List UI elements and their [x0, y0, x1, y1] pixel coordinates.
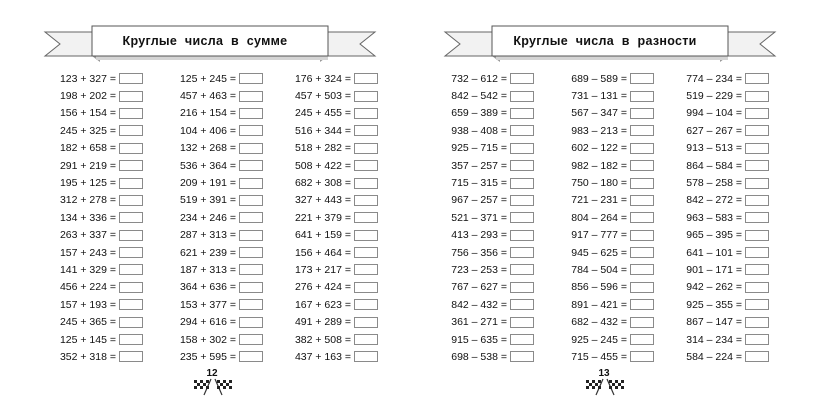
- exercise-row: [534, 313, 654, 330]
- equation-text: 913 – 513 =: [686, 142, 742, 155]
- equation-text: 209 + 191 =: [179, 177, 236, 190]
- exercise-row: [23, 261, 143, 278]
- equation-text: 158 + 302 =: [179, 333, 236, 346]
- exercise-row: [258, 87, 378, 104]
- answer-box[interactable]: [745, 195, 769, 206]
- equation-text: 382 + 508 =: [294, 333, 351, 346]
- exercise-row: [143, 140, 263, 157]
- exercise-row: [534, 279, 654, 296]
- exercise-row: [258, 296, 378, 313]
- exercise-row: [23, 70, 143, 87]
- equation-text: 187 + 313 =: [179, 263, 236, 276]
- equation-text: 723 – 253 =: [451, 263, 507, 276]
- equation-text: 731 – 131 =: [571, 90, 627, 103]
- exercise-row: [534, 261, 654, 278]
- title-ribbon: [410, 22, 820, 66]
- exercise-row: [534, 122, 654, 139]
- exercise-row: [414, 227, 534, 244]
- exercise-row: [258, 157, 378, 174]
- exercise-row: [534, 192, 654, 209]
- exercise-row: [649, 331, 769, 348]
- exercise-row: [143, 331, 263, 348]
- equation-text: 413 – 293 =: [451, 229, 507, 242]
- exercise-row: [143, 313, 263, 330]
- answer-box[interactable]: [510, 125, 534, 136]
- answer-box[interactable]: [745, 212, 769, 223]
- exercise-row: [649, 140, 769, 157]
- equation-text: 750 – 180 =: [571, 177, 627, 190]
- equation-text: 925 – 355 =: [686, 298, 742, 311]
- exercise-row: [534, 157, 654, 174]
- equation-text: 732 – 612 =: [451, 72, 507, 85]
- exercise-row: [143, 174, 263, 191]
- exercise-row: [143, 122, 263, 139]
- exercise-row: [23, 209, 143, 226]
- exercise-row: [143, 157, 263, 174]
- exercise-row: [143, 87, 263, 104]
- exercise-row: [414, 279, 534, 296]
- exercise-row: [23, 279, 143, 296]
- exercise-row: [258, 70, 378, 87]
- equation-text: 756 – 356 =: [451, 246, 507, 259]
- exercise-row: [258, 279, 378, 296]
- exercise-row: [414, 296, 534, 313]
- answer-box[interactable]: [354, 73, 378, 84]
- answer-box[interactable]: [745, 178, 769, 189]
- answer-box[interactable]: [119, 230, 143, 241]
- answer-box[interactable]: [119, 160, 143, 171]
- column-3: [258, 70, 378, 366]
- equation-text: 198 + 202 =: [59, 90, 116, 103]
- equation-text: 516 + 344 =: [294, 124, 351, 137]
- equation-text: 518 + 282 =: [294, 142, 351, 155]
- equation-text: 167 + 623 =: [294, 298, 351, 311]
- checkered-flags-icon: [192, 376, 234, 396]
- answer-box[interactable]: [354, 108, 378, 119]
- answer-box[interactable]: [354, 178, 378, 189]
- answer-box[interactable]: [510, 143, 534, 154]
- answer-box[interactable]: [119, 317, 143, 328]
- exercise-row: [23, 313, 143, 330]
- exercise-row: [534, 140, 654, 157]
- equation-text: 721 – 231 =: [571, 194, 627, 207]
- equation-text: 842 – 542 =: [451, 90, 507, 103]
- equation-text: 157 + 193 =: [59, 298, 116, 311]
- equation-text: 621 + 239 =: [179, 246, 236, 259]
- equation-text: 925 – 715 =: [451, 142, 507, 155]
- answer-box[interactable]: [745, 282, 769, 293]
- answer-box[interactable]: [354, 282, 378, 293]
- answer-box[interactable]: [510, 73, 534, 84]
- equation-text: 942 – 262 =: [686, 281, 742, 294]
- equation-text: 627 – 267 =: [686, 124, 742, 137]
- answer-box[interactable]: [354, 125, 378, 136]
- exercise-row: [258, 105, 378, 122]
- exercise-row: [414, 313, 534, 330]
- equation-text: 125 + 145 =: [59, 333, 116, 346]
- answer-box[interactable]: [745, 73, 769, 84]
- equation-text: 925 – 245 =: [571, 333, 627, 346]
- answer-box[interactable]: [745, 160, 769, 171]
- equation-text: 842 – 272 =: [686, 194, 742, 207]
- exercise-row: [649, 87, 769, 104]
- exercise-row: [258, 192, 378, 209]
- answer-box[interactable]: [119, 334, 143, 345]
- exercise-row: [649, 313, 769, 330]
- exercise-row: [258, 348, 378, 365]
- answer-box[interactable]: [745, 351, 769, 362]
- exercise-row: [23, 244, 143, 261]
- answer-box[interactable]: [510, 282, 534, 293]
- exercise-row: [534, 348, 654, 365]
- equation-text: 945 – 625 =: [571, 246, 627, 259]
- answer-box[interactable]: [510, 212, 534, 223]
- answer-box[interactable]: [510, 351, 534, 362]
- exercise-row: [258, 174, 378, 191]
- exercise-row: [414, 261, 534, 278]
- exercise-row: [649, 348, 769, 365]
- equation-text: 856 – 596 =: [571, 281, 627, 294]
- exercise-row: [414, 331, 534, 348]
- answer-box[interactable]: [745, 299, 769, 310]
- equation-text: 314 – 234 =: [686, 333, 742, 346]
- exercise-row: [414, 157, 534, 174]
- exercise-row: [414, 105, 534, 122]
- exercise-row: [534, 331, 654, 348]
- answer-box[interactable]: [354, 247, 378, 258]
- exercise-row: [649, 244, 769, 261]
- column-2: [534, 70, 654, 366]
- answer-box[interactable]: [354, 91, 378, 102]
- answer-box[interactable]: [510, 299, 534, 310]
- answer-box[interactable]: [745, 125, 769, 136]
- right-page: [410, 0, 820, 419]
- equation-text: 982 – 182 =: [571, 159, 627, 172]
- equation-text: 276 + 424 =: [294, 281, 351, 294]
- answer-box[interactable]: [354, 351, 378, 362]
- exercise-row: [534, 209, 654, 226]
- exercise-row: [258, 313, 378, 330]
- exercise-row: [258, 122, 378, 139]
- equation-text: 134 + 336 =: [59, 211, 116, 224]
- answer-box[interactable]: [745, 143, 769, 154]
- exercise-row: [414, 70, 534, 87]
- answer-box[interactable]: [119, 73, 143, 84]
- equation-text: 291 + 219 =: [59, 159, 116, 172]
- equation-text: 456 + 224 =: [59, 281, 116, 294]
- answer-box[interactable]: [119, 143, 143, 154]
- answer-box[interactable]: [510, 247, 534, 258]
- answer-box[interactable]: [119, 247, 143, 258]
- equation-text: 536 + 364 =: [179, 159, 236, 172]
- exercise-row: [258, 244, 378, 261]
- equation-text: 287 + 313 =: [179, 229, 236, 242]
- exercise-row: [143, 227, 263, 244]
- exercise-row: [23, 105, 143, 122]
- equation-text: 682 – 432 =: [571, 316, 627, 329]
- exercise-row: [23, 192, 143, 209]
- equation-text: 578 – 258 =: [686, 177, 742, 190]
- equation-text: 123 + 327 =: [59, 72, 116, 85]
- equation-text: 156 + 154 =: [59, 107, 116, 120]
- exercise-row: [414, 209, 534, 226]
- equation-text: 584 – 224 =: [686, 350, 742, 363]
- answer-box[interactable]: [119, 212, 143, 223]
- answer-box[interactable]: [119, 125, 143, 136]
- answer-box[interactable]: [510, 317, 534, 328]
- equation-text: 784 – 504 =: [571, 263, 627, 276]
- answer-box[interactable]: [510, 230, 534, 241]
- exercise-row: [649, 70, 769, 87]
- equation-text: 234 + 246 =: [179, 211, 236, 224]
- exercise-row: [23, 122, 143, 139]
- title-ribbon: [0, 22, 410, 66]
- exercise-row: [143, 261, 263, 278]
- exercise-row: [258, 140, 378, 157]
- exercise-row: [534, 244, 654, 261]
- exercise-row: [258, 227, 378, 244]
- equation-text: 173 + 217 =: [294, 263, 351, 276]
- exercise-row: [649, 279, 769, 296]
- equation-text: 364 + 636 =: [179, 281, 236, 294]
- exercise-row: [143, 296, 263, 313]
- exercise-row: [23, 331, 143, 348]
- equation-text: 963 – 583 =: [686, 211, 742, 224]
- exercise-row: [649, 174, 769, 191]
- equation-text: 698 – 538 =: [451, 350, 507, 363]
- equation-text: 519 – 229 =: [686, 90, 742, 103]
- equation-text: 967 – 257 =: [451, 194, 507, 207]
- exercise-row: [143, 348, 263, 365]
- answer-box[interactable]: [510, 160, 534, 171]
- equation-text: 245 + 365 =: [59, 316, 116, 329]
- answer-box[interactable]: [745, 247, 769, 258]
- answer-box[interactable]: [119, 351, 143, 362]
- equation-text: 361 – 271 =: [451, 316, 507, 329]
- equation-text: 804 – 264 =: [571, 211, 627, 224]
- exercise-row: [649, 192, 769, 209]
- equation-text: 352 + 318 =: [59, 350, 116, 363]
- answer-box[interactable]: [354, 160, 378, 171]
- answer-box[interactable]: [510, 264, 534, 275]
- exercise-row: [23, 227, 143, 244]
- page-number: 13: [598, 368, 610, 379]
- exercise-row: [414, 122, 534, 139]
- page-title: Круглые числа в сумме: [122, 34, 288, 48]
- page-title: Круглые числа в разности: [513, 34, 697, 48]
- equation-text: 641 – 101 =: [686, 246, 742, 259]
- column-1: [414, 70, 534, 366]
- exercise-row: [258, 261, 378, 278]
- answer-box[interactable]: [510, 108, 534, 119]
- equation-text: 867 – 147 =: [686, 316, 742, 329]
- exercise-row: [414, 244, 534, 261]
- exercise-row: [23, 157, 143, 174]
- answer-box[interactable]: [354, 195, 378, 206]
- equation-text: 917 – 777 =: [571, 229, 627, 242]
- equation-text: 221 + 379 =: [294, 211, 351, 224]
- exercise-row: [649, 261, 769, 278]
- answer-box[interactable]: [745, 230, 769, 241]
- equation-text: 132 + 268 =: [179, 142, 236, 155]
- answer-box[interactable]: [745, 264, 769, 275]
- checkered-flags-icon: [584, 376, 626, 396]
- equation-text: 567 – 347 =: [571, 107, 627, 120]
- equation-text: 141 + 329 =: [59, 263, 116, 276]
- answer-box[interactable]: [354, 230, 378, 241]
- exercise-row: [414, 348, 534, 365]
- answer-box[interactable]: [354, 334, 378, 345]
- equation-text: 235 + 595 =: [179, 350, 236, 363]
- answer-box[interactable]: [510, 195, 534, 206]
- equation-text: 153 + 377 =: [179, 298, 236, 311]
- exercise-row: [649, 296, 769, 313]
- equation-text: 682 + 308 =: [294, 177, 351, 190]
- exercise-row: [534, 296, 654, 313]
- equation-text: 104 + 406 =: [179, 124, 236, 137]
- equation-text: 715 – 455 =: [571, 350, 627, 363]
- equation-text: 519 + 391 =: [179, 194, 236, 207]
- column-1: [23, 70, 143, 366]
- exercise-row: [143, 209, 263, 226]
- equation-text: 641 + 159 =: [294, 229, 351, 242]
- equation-text: 245 + 455 =: [294, 107, 351, 120]
- answer-box[interactable]: [354, 264, 378, 275]
- exercise-row: [258, 209, 378, 226]
- equation-text: 357 – 257 =: [451, 159, 507, 172]
- equation-text: 659 – 389 =: [451, 107, 507, 120]
- answer-box[interactable]: [354, 317, 378, 328]
- column-3: [649, 70, 769, 366]
- equation-text: 715 – 315 =: [451, 177, 507, 190]
- equation-text: 521 – 371 =: [451, 211, 507, 224]
- equation-text: 437 + 163 =: [294, 350, 351, 363]
- answer-box[interactable]: [119, 282, 143, 293]
- exercise-row: [414, 174, 534, 191]
- exercise-row: [649, 122, 769, 139]
- answer-box[interactable]: [745, 91, 769, 102]
- equation-text: 508 + 422 =: [294, 159, 351, 172]
- exercise-row: [23, 87, 143, 104]
- exercise-row: [23, 174, 143, 191]
- equation-text: 965 – 395 =: [686, 229, 742, 242]
- equation-text: 327 + 443 =: [294, 194, 351, 207]
- equation-text: 216 + 154 =: [179, 107, 236, 120]
- equation-text: 157 + 243 =: [59, 246, 116, 259]
- exercise-row: [143, 244, 263, 261]
- page-number: 12: [206, 368, 218, 379]
- exercise-row: [534, 70, 654, 87]
- equation-text: 602 – 122 =: [571, 142, 627, 155]
- equation-text: 994 – 104 =: [686, 107, 742, 120]
- equation-text: 901 – 171 =: [686, 263, 742, 276]
- equation-text: 245 + 325 =: [59, 124, 116, 137]
- exercise-row: [143, 279, 263, 296]
- answer-box[interactable]: [119, 264, 143, 275]
- equation-text: 195 + 125 =: [59, 177, 116, 190]
- exercise-row: [23, 348, 143, 365]
- answer-box[interactable]: [354, 299, 378, 310]
- exercise-row: [143, 192, 263, 209]
- equation-text: 767 – 627 =: [451, 281, 507, 294]
- equation-text: 312 + 278 =: [59, 194, 116, 207]
- answer-box[interactable]: [354, 143, 378, 154]
- exercise-row: [143, 105, 263, 122]
- equation-text: 457 + 463 =: [179, 90, 236, 103]
- answer-box[interactable]: [354, 212, 378, 223]
- exercise-row: [534, 105, 654, 122]
- equation-text: 176 + 324 =: [294, 72, 351, 85]
- equation-text: 182 + 658 =: [59, 142, 116, 155]
- answer-box[interactable]: [745, 334, 769, 345]
- answer-box[interactable]: [119, 91, 143, 102]
- equation-text: 125 + 245 =: [179, 72, 236, 85]
- equation-text: 938 – 408 =: [451, 124, 507, 137]
- answer-box[interactable]: [745, 108, 769, 119]
- exercise-row: [649, 227, 769, 244]
- exercise-row: [23, 140, 143, 157]
- exercise-row: [414, 140, 534, 157]
- equation-text: 689 – 589 =: [571, 72, 627, 85]
- exercise-row: [649, 157, 769, 174]
- answer-box[interactable]: [119, 195, 143, 206]
- answer-box[interactable]: [510, 334, 534, 345]
- answer-box[interactable]: [119, 108, 143, 119]
- exercise-row: [649, 105, 769, 122]
- exercise-row: [414, 87, 534, 104]
- answer-box[interactable]: [510, 178, 534, 189]
- equation-text: 294 + 616 =: [179, 316, 236, 329]
- column-2: [143, 70, 263, 366]
- exercise-row: [23, 296, 143, 313]
- equation-text: 983 – 213 =: [571, 124, 627, 137]
- equation-text: 915 – 635 =: [451, 333, 507, 346]
- equation-text: 842 – 432 =: [451, 298, 507, 311]
- exercise-row: [534, 87, 654, 104]
- equation-text: 774 – 234 =: [686, 72, 742, 85]
- exercise-row: [534, 227, 654, 244]
- equation-text: 891 – 421 =: [571, 298, 627, 311]
- answer-box[interactable]: [510, 91, 534, 102]
- equation-text: 156 + 464 =: [294, 246, 351, 259]
- exercise-row: [258, 331, 378, 348]
- answer-box[interactable]: [119, 299, 143, 310]
- equation-text: 491 + 289 =: [294, 316, 351, 329]
- exercise-row: [414, 192, 534, 209]
- answer-box[interactable]: [119, 178, 143, 189]
- answer-box[interactable]: [745, 317, 769, 328]
- exercise-row: [534, 174, 654, 191]
- exercise-row: [649, 209, 769, 226]
- equation-text: 263 + 337 =: [59, 229, 116, 242]
- equation-text: 457 + 503 =: [294, 90, 351, 103]
- exercise-row: [143, 70, 263, 87]
- equation-text: 864 – 584 =: [686, 159, 742, 172]
